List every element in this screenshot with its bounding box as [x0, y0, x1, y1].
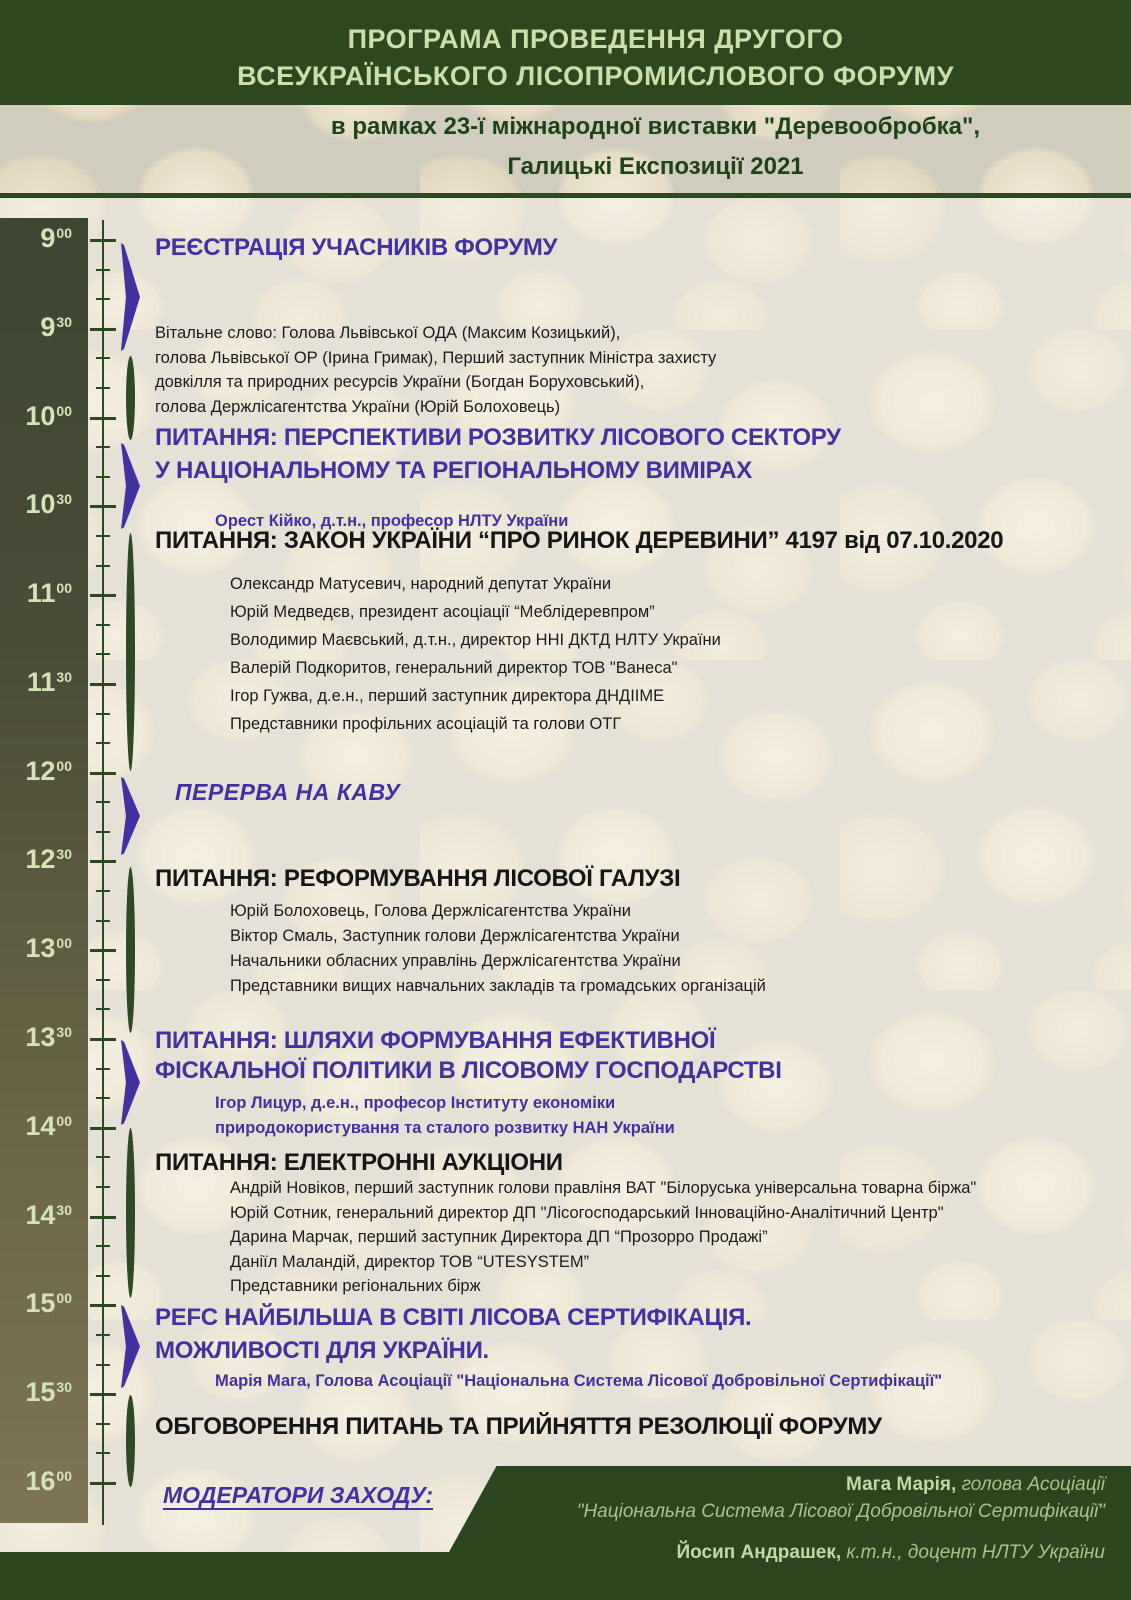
ruler-tick: [96, 801, 110, 803]
ruler-tick: [96, 1008, 110, 1010]
ruler-tick: [96, 831, 110, 833]
speaker-line: Дарина Марчак, перший заступник Директора ДП “Прозорро Продажі”: [230, 1228, 768, 1246]
moderator-entry-1-org: "Національна Система Лісової Добровільної Сертифікації": [576, 1501, 1105, 1522]
heading-line: ПИТАННЯ: ЗАКОН УКРАЇНИ “ПРО РИНОК ДЕРЕВИНИ” 4197 від 07.10.2020: [155, 527, 1004, 554]
speaker-line: природокористування та сталого розвитку НАН України: [215, 1119, 675, 1137]
session-e-auctions-heading: [155, 1146, 563, 1179]
speaker-line: Представники профільних асоціацій та голови ОТГ: [230, 715, 622, 733]
header-divider: [0, 193, 1131, 198]
time-label: $9^{00}$: [40, 223, 72, 253]
ruler-tick: [96, 565, 110, 567]
session-forest-sector-heading: [155, 421, 841, 487]
session-timber-law-heading: [155, 524, 1003, 557]
speaker-line: Юрій Медведєв, президент асоціації “Меблідеревпром”: [230, 603, 655, 621]
ruler-tick: [96, 1275, 110, 1277]
heading-line: ПИТАННЯ: ПЕРСПЕКТИВИ РОЗВИТКУ ЛІСОВОГО СЕКТОРУ: [155, 424, 841, 451]
session-resolution-heading: [155, 1410, 882, 1443]
time-label: $9^{30}$: [40, 311, 72, 342]
forest-reform-speakers: [230, 899, 766, 999]
timber-law-speakers: [230, 570, 721, 738]
time-label: $10^{30}$: [25, 489, 72, 520]
ruler-tick: [96, 653, 110, 655]
speaker-line: Юрій Сотник, генеральний директор ДП "Лісогосподарський Інноваційно-Аналітичний Центр": [230, 1203, 944, 1222]
speaker-line: Представники вищих навчальних закладів та громадських організацій: [230, 977, 766, 995]
speaker-line: Олександр Матусевич, народний депутат України: [230, 575, 612, 593]
heading-line: У НАЦІОНАЛЬНОМУ ТА РЕГІОНАЛЬНОМУ ВИМІРАХ: [155, 457, 752, 484]
ruler-tick: [96, 1068, 110, 1070]
ruler-tick: [96, 920, 110, 922]
ruler-tick: [96, 476, 110, 478]
session-marker-green: [126, 533, 135, 771]
time-label: $10^{00}$: [25, 400, 72, 431]
speaker-line: Ігор Лицур, д.е.н., професор Інституту економіки: [215, 1094, 616, 1112]
ruler-tick: [96, 1245, 110, 1247]
ruler-tick: [90, 239, 116, 242]
ruler-tick: [90, 1038, 116, 1041]
ruler-tick: [90, 505, 116, 508]
time-label: $14^{00}$: [25, 1110, 72, 1141]
heading-line: ОБГОВОРЕННЯ ПИТАНЬ ТА ПРИЙНЯТТЯ РЕЗОЛЮЦІЇ ФОРУМУ: [155, 1413, 882, 1440]
speaker-line: Орест Кійко, д.т.н., професор НЛТУ України: [215, 512, 569, 530]
ruler-tick: [96, 269, 110, 271]
heading-line: РЕЄСТРАЦІЯ УЧАСНИКІВ ФОРУМУ: [155, 234, 558, 261]
heading-line: МОЖЛИВОСТІ ДЛЯ УКРАЇНИ.: [155, 1337, 489, 1364]
speaker-line: Начальники обласних управлінь Держлісагентства України: [230, 952, 681, 970]
speaker-line: Даніїл Маландій, директор ТОВ “UTESYSTEM”: [230, 1252, 590, 1271]
welcome-speech-paragraph: [155, 321, 716, 419]
session-registration-heading: [155, 231, 557, 264]
moderator-name: Мага Марія,: [846, 1474, 957, 1495]
ruler-tick: [96, 624, 110, 626]
ruler-tick: [96, 1186, 110, 1188]
ruler-tick: [96, 1097, 110, 1099]
ruler-tick: [96, 890, 110, 892]
paragraph-line: голова Львівської ОР (Ірина Гримак), Перший заступник Міністра захисту: [155, 348, 717, 367]
speaker-line: Ігор Гужва, д.е.н., перший заступник директора ДНДІІМЕ: [230, 687, 665, 705]
heading-line: ПИТАННЯ: РЕФОРМУВАННЯ ЛІСОВОЇ ГАЛУЗІ: [155, 865, 681, 892]
ruler-tick: [90, 1304, 116, 1307]
time-label: $11^{00}$: [26, 578, 72, 609]
heading-line: ПИТАННЯ: ШЛЯХИ ФОРМУВАННЯ ЕФЕКТИВНОЇ: [155, 1027, 716, 1054]
moderators-label: МОДЕРАТОРИ ЗАХОДУ:: [163, 1482, 434, 1508]
break-line: ПЕРЕРВА НА КАВУ: [175, 779, 401, 805]
moderator-name: Йосип Андрашек,: [676, 1542, 842, 1563]
session-marker-green: [126, 356, 135, 440]
ruler-tick: [96, 1156, 110, 1158]
ruler-tick: [96, 1452, 110, 1454]
ruler-tick: [96, 357, 110, 359]
ruler-tick: [96, 1364, 110, 1366]
time-label: $11^{30}$: [26, 666, 72, 697]
ruler-tick: [96, 979, 110, 981]
ruler-tick: [90, 949, 116, 952]
paragraph-line: Вітальне слово: Голова Львівської ОДА (Максим Козицький),: [155, 324, 621, 342]
session-forest-reform-heading: [155, 862, 680, 895]
ruler-tick: [96, 1423, 110, 1425]
ruler-tick: [90, 1482, 116, 1485]
session-marker-green: [126, 1395, 135, 1487]
time-label: $13^{00}$: [25, 933, 72, 964]
session-marker-green: [126, 1128, 135, 1298]
ruler-tick: [90, 860, 116, 863]
e-auctions-speakers: [230, 1176, 976, 1299]
ruler-tick: [90, 683, 116, 686]
time-label: $16^{00}$: [25, 1465, 72, 1496]
ruler-tick: [90, 1127, 116, 1130]
heading-line: ПИТАННЯ: ЕЛЕКТРОННІ АУКЦІОНИ: [155, 1149, 563, 1176]
speaker-line: Валерій Подкоритов, генеральний директор ТОВ "Ванеса": [230, 659, 678, 677]
moderator-role: к.т.н., доцент НЛТУ України: [841, 1542, 1105, 1563]
ruler-tick: [96, 387, 110, 389]
ruler-tick: [96, 298, 110, 300]
page-title-line2: ВСЕУКРАЇНСЬКОГО ЛІСОПРОМИСЛОВОГО ФОРУМУ: [237, 61, 954, 91]
ruler-tick: [96, 446, 110, 448]
subtitle-line2: Галицькі Експозиції 2021: [507, 153, 804, 180]
ruler-tick: [90, 594, 116, 597]
time-label: $15^{00}$: [25, 1288, 72, 1319]
session-marker-green: [126, 867, 135, 1033]
speaker-line: Володимир Маєвський, д.т.н., директор ННІ ДКТД НЛТУ України: [230, 631, 721, 649]
ruler-tick: [90, 328, 116, 331]
session-fiscal-policy-heading: [155, 1026, 782, 1086]
moderator-entry-1: [846, 1474, 1105, 1496]
page-title-line1: ПРОГРАМА ПРОВЕДЕННЯ ДРУГОГО: [347, 24, 844, 54]
ruler-tick: [96, 713, 110, 715]
ruler-tick: [90, 417, 116, 420]
ruler-tick: [96, 535, 110, 537]
ruler-tick: [96, 742, 110, 744]
speaker-lytsur: [215, 1091, 675, 1141]
ruler-tick: [90, 1393, 116, 1396]
heading-line: PEFC НАЙБІЛЬША В СВІТІ ЛІСОВА СЕРТИФІКАЦІЯ.: [155, 1304, 752, 1331]
subtitle-line1: в рамках 23-ї міжнародної виставки "Деревообробка",: [330, 113, 981, 140]
speaker-line: Юрій Болоховець, Голова Держлісагентства України: [230, 902, 631, 920]
ruler-tick: [90, 772, 116, 775]
coffee-break-title: [175, 779, 400, 806]
speaker-line: Андрій Новіков, перший заступник голови правліня ВАТ "Білоруська універсальна товарна біржа": [230, 1179, 977, 1197]
speaker-line: Марія Мага, Голова Асоціації "Національна Система Лісової Добровільної Сертифікації": [215, 1372, 943, 1390]
ruler-tick: [96, 1334, 110, 1336]
speaker-line: Представники регіональних бірж: [230, 1277, 481, 1295]
time-label: $15^{30}$: [25, 1377, 72, 1408]
session-pefc-heading: [155, 1301, 751, 1367]
ruler-tick: [90, 1216, 116, 1219]
heading-line: ФІСКАЛЬНОЇ ПОЛІТИКИ В ЛІСОВОМУ ГОСПОДАРСТВІ: [155, 1057, 782, 1084]
paragraph-line: голова Держлісагентства України (Юрій Болоховець): [155, 397, 561, 416]
paragraph-line: довкілля та природних ресурсів України (Богдан Боруховський),: [155, 373, 645, 391]
speaker-line: Віктор Смаль, Заступник голови Держлісагентства України: [230, 927, 680, 945]
time-label: $14^{30}$: [25, 1199, 72, 1230]
speaker-maga: [215, 1369, 942, 1394]
time-label: $13^{30}$: [25, 1022, 72, 1053]
moderator-role: голова Асоціації: [956, 1474, 1105, 1495]
moderator-entry-2: [677, 1542, 1105, 1564]
time-label: $12^{30}$: [25, 844, 72, 875]
time-label: $12^{00}$: [25, 755, 72, 786]
